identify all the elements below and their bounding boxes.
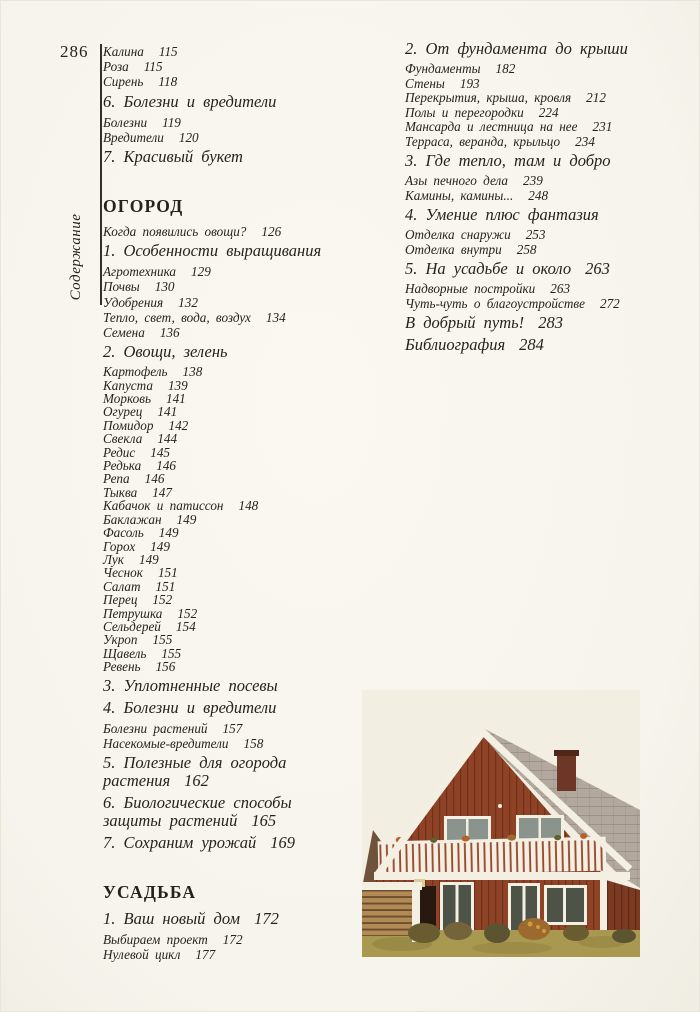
toc-entry: [405, 174, 697, 189]
toc-entry: [103, 279, 395, 294]
toc-item-page: 182: [495, 61, 516, 76]
toc-item-label: УСАДЬБА: [103, 881, 197, 902]
toc-column-left: [103, 44, 395, 962]
toc-entry: [103, 486, 395, 499]
toc-item-page: 119: [162, 114, 181, 130]
toc-entry: [103, 620, 395, 633]
toc-item-label: Кабачок и патиссон: [103, 498, 224, 514]
toc-item-page: 148: [238, 498, 259, 514]
toc-item-label: Чуть-чуть о благоустройстве: [405, 295, 585, 311]
toc-entry: [103, 264, 395, 279]
toc-entry: [103, 947, 395, 962]
toc-entry: [103, 472, 395, 485]
toc-item-label: 5. На усадьбе и около: [405, 259, 572, 278]
toc-item-page: 234: [575, 133, 595, 149]
toc-item-label: Когда появились овощи?: [103, 224, 247, 240]
toc-item-page: 284: [519, 335, 544, 354]
toc-entry: [103, 379, 395, 392]
toc-entry: [103, 566, 395, 579]
toc-item-page: 272: [599, 295, 620, 311]
toc-item-label: 6. Болезни и вредители: [103, 91, 277, 111]
toc-entry: [405, 228, 697, 243]
toc-item-label: 5. Полезные для огорода: [103, 752, 287, 772]
toc-entry: [103, 660, 395, 673]
toc-entry: [405, 297, 697, 312]
flower-bush: [518, 918, 550, 940]
toc-section: [103, 699, 395, 717]
toc-item-label: Ревень: [103, 659, 141, 675]
toc-item-page: 239: [523, 173, 543, 188]
toc-entry: [103, 580, 395, 593]
toc-item-label: Библиография: [405, 335, 506, 354]
toc-item-page: 139: [167, 377, 188, 393]
toc-item-page: 263: [550, 281, 571, 296]
toc-item-page: 129: [191, 264, 211, 280]
toc-item-page: 152: [152, 592, 173, 608]
toc-item-page: 155: [161, 645, 182, 661]
toc-entry: [405, 243, 697, 258]
toc-section: [405, 206, 697, 224]
toc-entry: [103, 74, 395, 89]
toc-entry: [405, 282, 697, 297]
toc-item-page: 120: [178, 129, 199, 145]
toc-item-label: Тепло, свет, вода, воздух: [103, 309, 251, 325]
toc-item-label: Петрушка: [103, 605, 163, 621]
toc-item-page: 157: [222, 720, 243, 736]
toc-item-label: Камины, камины...: [405, 187, 514, 203]
balcony-railing: [378, 840, 607, 876]
toc-section: [103, 910, 395, 928]
toc-item-label: Горох: [103, 538, 136, 554]
fence-panel: [362, 890, 414, 936]
toc-entry: [103, 633, 395, 646]
bush: [444, 922, 472, 940]
toc-item-page: 149: [176, 511, 197, 527]
toc-column-right: [405, 40, 697, 358]
toc-item-page: 145: [150, 444, 171, 460]
toc-item-label: Лук: [103, 551, 124, 567]
toc-item-page: 138: [182, 364, 203, 380]
toc-item-label: 3. Уплотненные посевы: [103, 675, 278, 695]
toc-item-label: Почвы: [103, 279, 140, 295]
toc-entry: [103, 499, 395, 512]
toc-section: [103, 794, 395, 830]
toc-item-label: Салат: [103, 578, 141, 594]
toc-entry: [103, 224, 395, 239]
toc-item-page: 156: [155, 659, 176, 675]
toc-item-page: 134: [265, 309, 286, 325]
chimney: [557, 754, 576, 791]
toc-entry: [405, 77, 697, 92]
toc-item-label: Укроп: [103, 632, 138, 648]
toc-item-page: 193: [459, 75, 480, 91]
bush: [484, 923, 510, 943]
toc-item-page: 132: [178, 294, 198, 310]
window-mullion: [539, 818, 542, 840]
toc-section: [103, 834, 395, 852]
toc-item-label: 3. Где тепло, там и добро: [405, 151, 611, 170]
toc-item-label: Болезни: [103, 114, 148, 130]
toc-part: [103, 882, 395, 902]
toc-entry: [405, 120, 697, 135]
toc-item-page: 130: [154, 279, 175, 295]
toc-item-label: Мансарда и лестница на нее: [405, 119, 578, 134]
toc-item-page: 177: [195, 947, 216, 963]
toc-item-page: 151: [157, 565, 178, 581]
toc-section: [405, 260, 697, 278]
toc-item-page: 147: [152, 484, 172, 500]
toc-entry: [103, 295, 395, 310]
toc-item-page: 165: [251, 810, 277, 830]
toc-entry: [103, 721, 395, 736]
toc-item-label: Капуста: [103, 377, 153, 393]
toc-section: [103, 677, 395, 695]
toc-item-page: 154: [175, 618, 196, 634]
toc-entry: [103, 459, 395, 472]
toc-item-page: 141: [157, 404, 178, 420]
bush: [408, 923, 440, 943]
toc-item-page: 258: [516, 241, 537, 257]
toc-item-page: 253: [525, 227, 546, 242]
toc-item-label: Семена: [103, 325, 145, 341]
toc-section: [405, 152, 697, 170]
toc-entry: [103, 310, 395, 325]
window-mullion: [563, 888, 566, 922]
toc-item-page: 126: [261, 224, 282, 240]
bush: [612, 929, 636, 943]
toc-item-label: Стены: [405, 75, 445, 91]
toc-item-label: Сельдерей: [103, 618, 161, 634]
toc-item-label: В добрый путь!: [405, 313, 525, 332]
toc-section: [103, 754, 395, 790]
toc-item-page: 152: [177, 605, 198, 621]
toc-item-page: 248: [528, 187, 549, 203]
toc-item-label: Болезни растений: [103, 720, 208, 736]
toc-item-label: Картофель: [103, 364, 168, 380]
toc-item-label: 4. Умение плюс фантазия: [405, 205, 599, 224]
toc-item-page: 172: [254, 908, 279, 928]
toc-item-label: 2. Овощи, зелень: [103, 342, 228, 362]
toc-item-label: Отделка внутри: [405, 241, 502, 257]
toc-item-label: Репа: [103, 471, 130, 487]
toc-section: [103, 148, 395, 166]
toc-item-label: Помидор: [103, 417, 154, 433]
grass-patch: [472, 942, 552, 954]
toc-item-label: Полы и перегородки: [405, 104, 524, 120]
flower-dot: [542, 929, 546, 933]
toc-item-page: 212: [586, 90, 606, 105]
toc-item-label: Азы печного дела: [405, 173, 509, 188]
toc-item-label: Перекрытия, крыша, кровля: [405, 90, 572, 105]
toc-entry: [103, 540, 395, 553]
toc-entry: [103, 365, 395, 378]
toc-entry: [103, 115, 395, 130]
chimney-cap: [554, 750, 579, 756]
toc-item-label: Нулевой цикл: [103, 947, 181, 963]
toc-item-label: Редис: [103, 444, 136, 460]
toc-entry: [103, 130, 395, 145]
toc-entry: [103, 932, 395, 947]
toc-item-page: 172: [222, 931, 243, 947]
toc-item-label: Фундаменты: [405, 61, 481, 76]
toc-item-label: Насекомые-вредители: [103, 735, 229, 751]
toc-item-label: 1. Ваш новый дом: [103, 908, 241, 928]
toc-item-label: 7. Сохраним урожай: [103, 832, 257, 852]
toc-entry: [405, 62, 697, 77]
toc-item-page: 283: [538, 313, 563, 332]
toc-entry: [103, 419, 395, 432]
toc-item-label: 4. Болезни и вредители: [103, 697, 277, 717]
toc-entry: [103, 59, 395, 74]
toc-item-label: Роза: [103, 59, 129, 75]
toc-entry: [103, 647, 395, 660]
toc-item-label: 1. Особенности выращивания: [103, 241, 322, 261]
toc-item-label: Свекла: [103, 431, 143, 447]
toc-item-page: 118: [158, 74, 178, 90]
toc-entry: [103, 325, 395, 340]
toc-item-page: 263: [585, 259, 610, 278]
toc-item-page: 146: [144, 471, 165, 487]
house-photo: [362, 690, 640, 957]
toc-item-label: Огурец: [103, 404, 143, 420]
toc-item-page: 155: [152, 632, 173, 648]
toc-item-page: 224: [538, 104, 559, 120]
toc-entry: [103, 513, 395, 526]
flower-dot: [528, 922, 533, 927]
toc-section: [405, 40, 697, 58]
balcony-fascia: [374, 872, 630, 880]
toc-entry: [103, 736, 395, 751]
toc-entry: [103, 392, 395, 405]
toc-item-label: Надворные постройки: [405, 281, 536, 296]
page-number: 286: [60, 42, 89, 61]
toc-entry: [103, 607, 395, 620]
flower-dot: [536, 925, 540, 929]
toc-item-page: 149: [158, 525, 179, 541]
toc-item-label: Терраса, веранда, крыльцо: [405, 133, 561, 149]
toc-item-label: Тыква: [103, 484, 138, 500]
lower-window-right: [544, 885, 587, 925]
toc-item-page: 149: [150, 538, 170, 554]
toc-item-page: 149: [138, 551, 159, 567]
toc-section: [405, 314, 697, 332]
toc-item-label: Отделка снаружи: [405, 227, 511, 242]
toc-entry: [103, 593, 395, 606]
toc-item-page: 158: [243, 735, 264, 751]
toc-item-label: Чеснок: [103, 565, 143, 581]
toc-item-page: 144: [157, 431, 178, 447]
toc-entry: [103, 526, 395, 539]
toc-section: [103, 93, 395, 111]
toc-entry: [103, 405, 395, 418]
toc-item-label: Удобрения: [103, 294, 164, 310]
toc-item-label: Сирень: [103, 74, 144, 90]
toc-section: [405, 336, 697, 354]
sidebar-contents-label: Содержание: [68, 213, 84, 301]
toc-item-label: 2. От фундамента до крыши: [405, 39, 628, 58]
toc-item-label: Редька: [103, 458, 142, 474]
bush: [563, 925, 589, 941]
toc-item-label: Баклажан: [103, 511, 162, 527]
toc-item-label: Перец: [103, 592, 138, 608]
toc-entry: [103, 44, 395, 59]
toc-item-page: 146: [156, 458, 176, 474]
toc-item-label: Вредители: [103, 129, 164, 145]
toc-item-label: растения: [103, 770, 171, 790]
toc-item-page: 151: [155, 578, 176, 594]
toc-item-label: Щавель: [103, 645, 147, 661]
toc-item-label: 6. Биологические способы: [103, 792, 292, 812]
toc-item-page: 162: [184, 770, 209, 790]
toc-item-label: Морковь: [103, 391, 151, 407]
toc-entry: [405, 135, 697, 150]
toc-item-page: 136: [159, 325, 180, 341]
toc-item-page: 231: [592, 119, 613, 134]
toc-section: [103, 242, 395, 260]
toc-entry: [103, 446, 395, 459]
toc-item-label: ОГОРОД: [103, 196, 184, 217]
toc-entry: [405, 91, 697, 106]
toc-item-label: Выбираем проект: [103, 931, 208, 947]
toc-item-label: Калина: [103, 44, 144, 59]
toc-entry: [405, 106, 697, 121]
toc-entry: [103, 432, 395, 445]
vertical-rule: [100, 44, 102, 305]
toc-item-label: 7. Красивый букет: [103, 147, 243, 167]
toc-item-label: Агротехника: [103, 264, 177, 280]
toc-part: [103, 196, 395, 216]
gable-lamp: [498, 804, 502, 808]
toc-item-page: 141: [165, 391, 186, 407]
toc-entry: [405, 189, 697, 204]
toc-item-page: 169: [270, 832, 296, 852]
toc-item-label: Фасоль: [103, 525, 144, 541]
toc-entry: [103, 553, 395, 566]
toc-item-page: 115: [143, 59, 163, 75]
toc-item-page: 115: [158, 44, 178, 59]
toc-item-label: защиты растений: [103, 810, 238, 830]
toc-item-page: 142: [168, 417, 189, 433]
toc-section: [103, 343, 395, 361]
